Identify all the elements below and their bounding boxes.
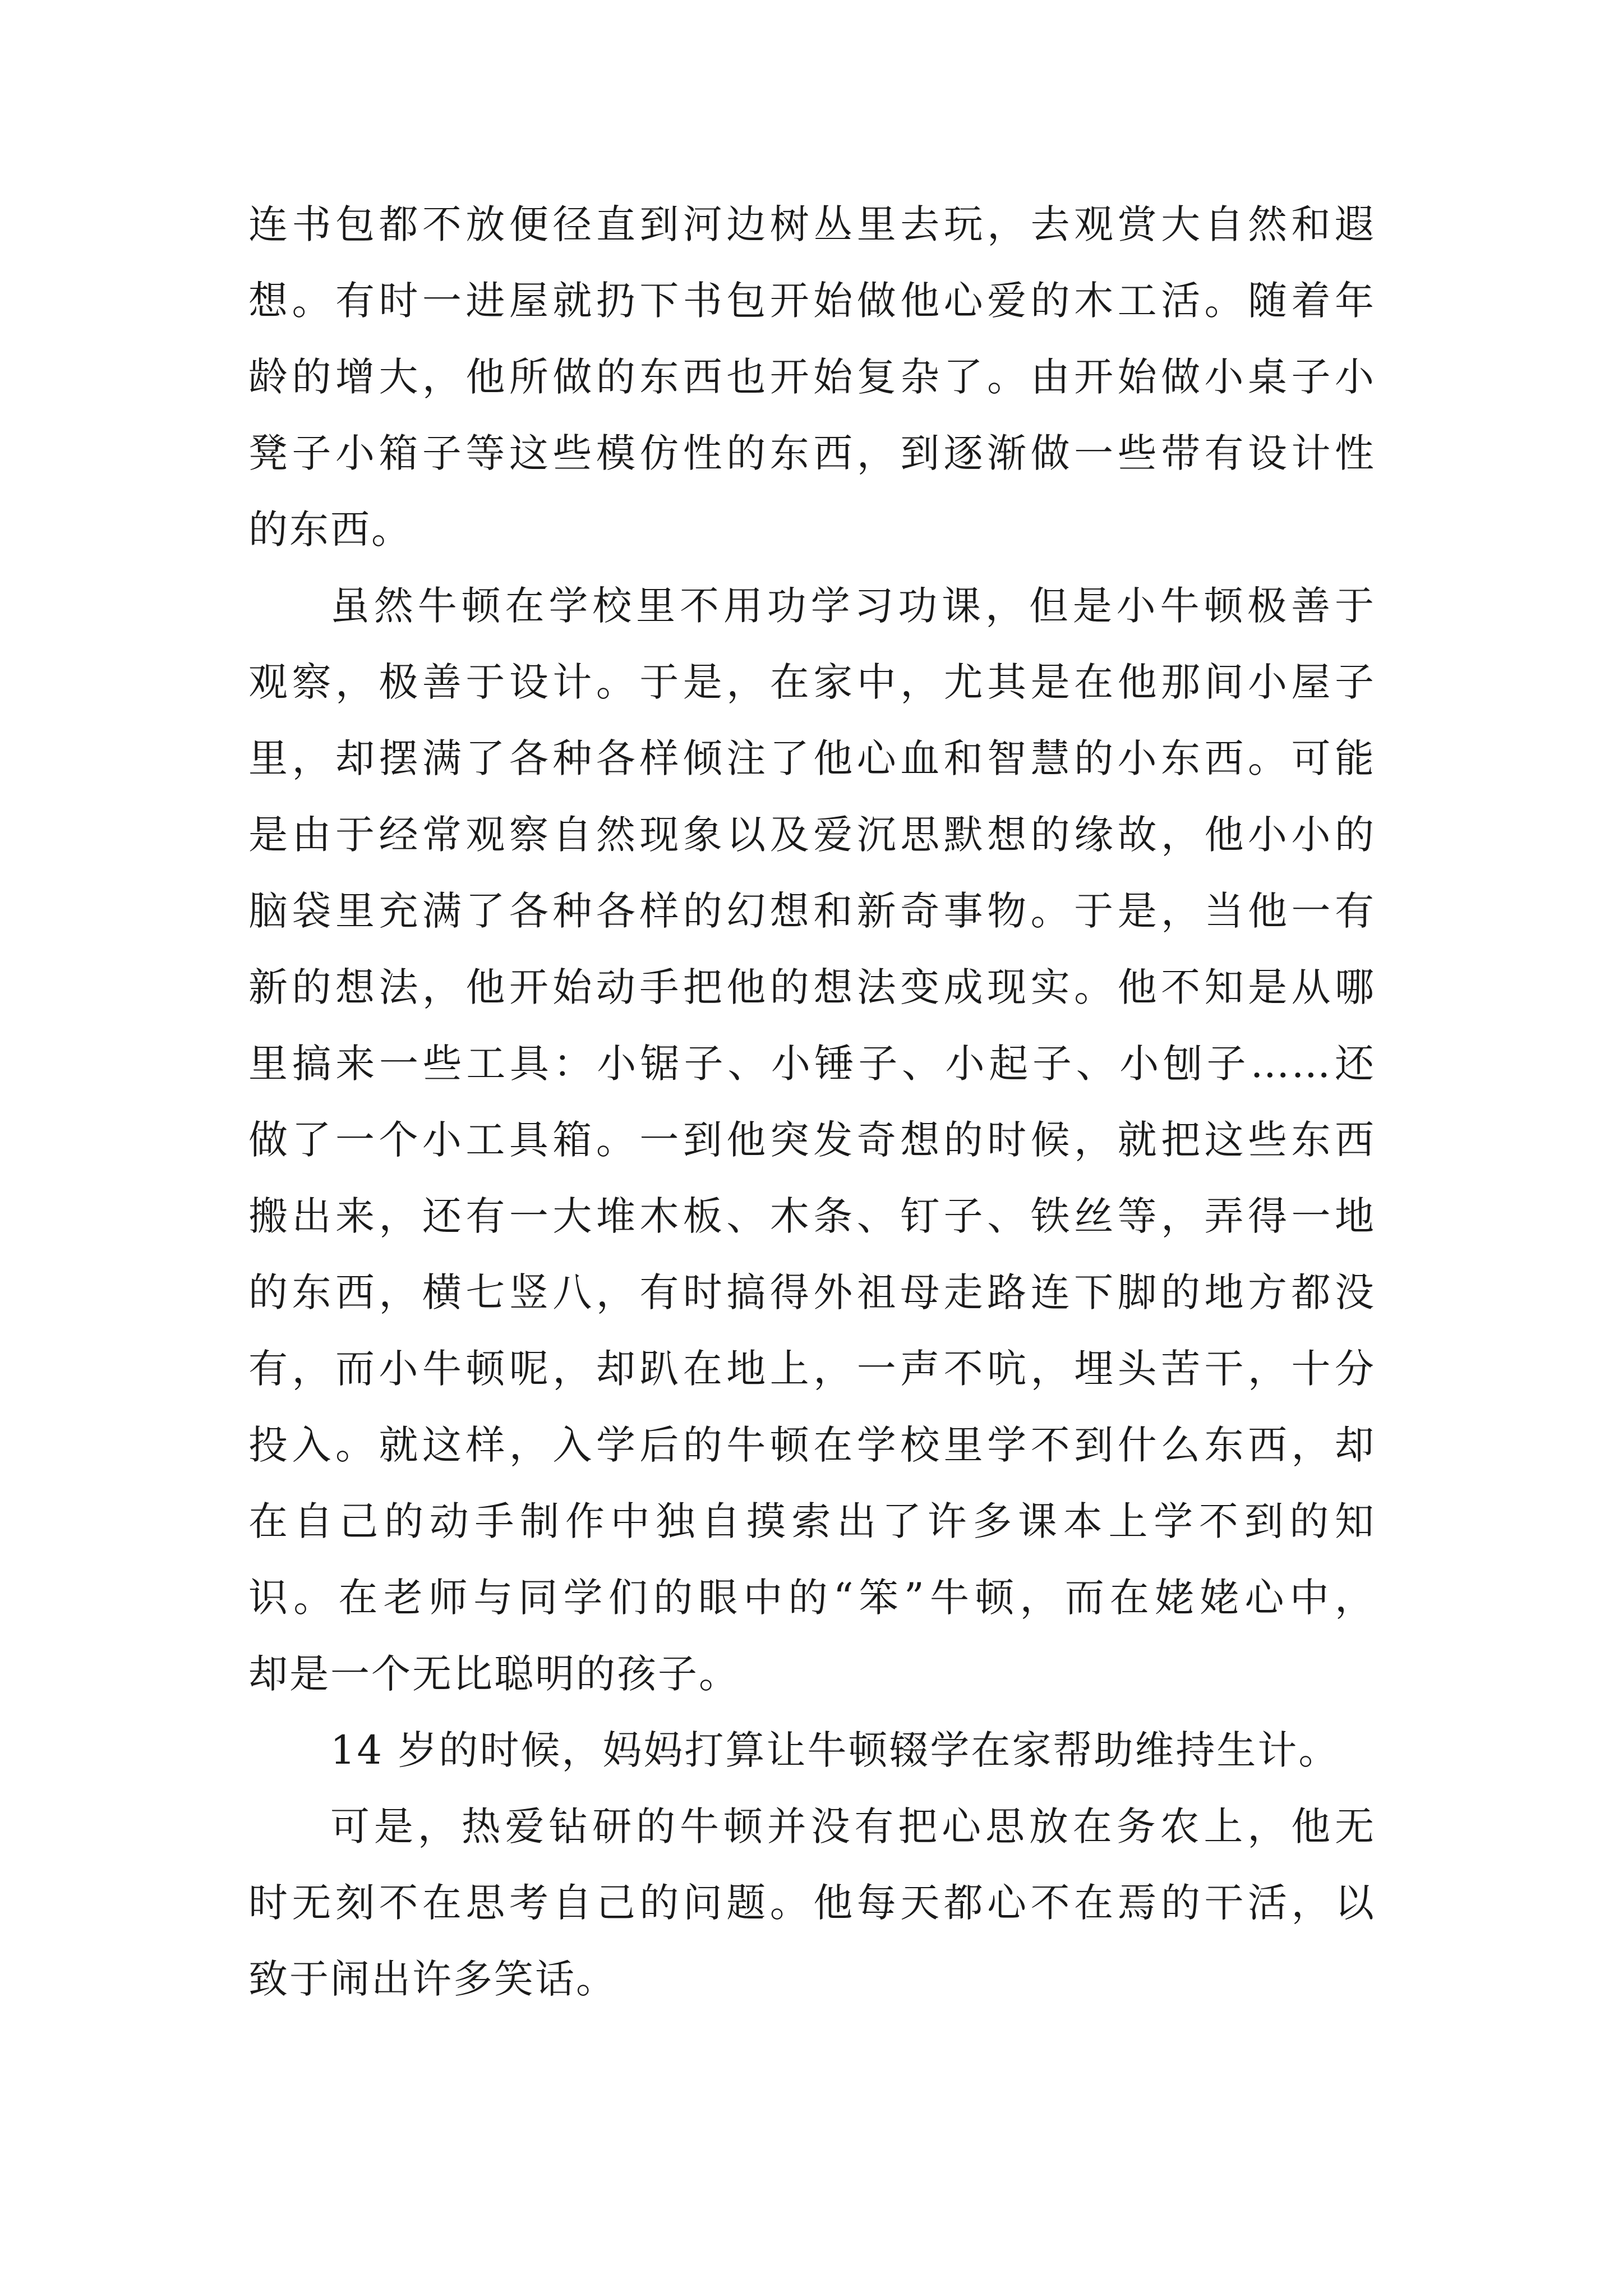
text-line-14: 搬出来，还有一大堆木板、木条、钉子、铁丝等，弄得一地	[248, 1193, 1376, 1239]
text-line-22: 可是，热爱钻研的牛顿并没有把心思放在务农上，他无	[330, 1803, 1376, 1849]
text-line-7: 观察，极善于设计。于是，在家中，尤其是在他那间小屋子	[248, 659, 1376, 705]
text-line-16: 有，而小牛顿呢，却趴在地上，一声不吭，埋头苦干，十分	[248, 1346, 1376, 1392]
body-text	[248, 199, 1376, 2030]
text-line-20: 却是一个无比聪明的孩子。	[248, 1651, 740, 1697]
text-line-9: 是由于经常观察自然现象以及爱沉思默想的缘故，他小小的	[248, 812, 1376, 858]
text-line-4: 凳子小箱子等这些模仿性的东西，到逐渐做一些带有设计性	[248, 430, 1376, 476]
text-line-21: 14 岁的时候，妈妈打算让牛顿辍学在家帮助维持生计。	[330, 1727, 1340, 1773]
text-line-24: 致于闹出许多笑话。	[248, 1956, 617, 2002]
text-line-19: 识。在老师与同学们的眼中的“笨”牛顿，而在姥姥心中，	[248, 1575, 1376, 1621]
text-line-8: 里，却摆满了各种各样倾注了他心血和智慧的小东西。可能	[248, 735, 1376, 781]
text-line-5: 的东西。	[248, 507, 412, 553]
text-line-15: 的东西，横七竖八，有时搞得外祖母走路连下脚的地方都没	[248, 1269, 1376, 1315]
text-line-10: 脑袋里充满了各种各样的幻想和新奇事物。于是，当他一有	[248, 888, 1376, 934]
text-line-17: 投入。就这样，入学后的牛顿在学校里学不到什么东西，却	[248, 1422, 1376, 1468]
text-line-6: 虽然牛顿在学校里不用功学习功课，但是小牛顿极善于	[330, 583, 1376, 629]
text-line-18: 在自己的动手制作中独自摸索出了许多课本上学不到的知	[248, 1498, 1376, 1544]
text-line-12: 里搞来一些工具：小锯子、小锤子、小起子、小刨子……还	[248, 1041, 1376, 1087]
text-line-23: 时无刻不在思考自己的问题。他每天都心不在焉的干活，以	[248, 1880, 1376, 1926]
text-line-1: 连书包都不放便径直到河边树丛里去玩，去观赏大自然和遐	[248, 201, 1376, 247]
text-line-13: 做了一个小工具箱。一到他突发奇想的时候，就把这些东西	[248, 1117, 1376, 1163]
text-line-2: 想。有时一进屋就扔下书包开始做他心爱的木工活。随着年	[248, 278, 1376, 324]
text-line-3: 龄的增大，他所做的东西也开始复杂了。由开始做小桌子小	[248, 354, 1376, 400]
text-line-11: 新的想法，他开始动手把他的想法变成现实。他不知是从哪	[248, 964, 1376, 1010]
